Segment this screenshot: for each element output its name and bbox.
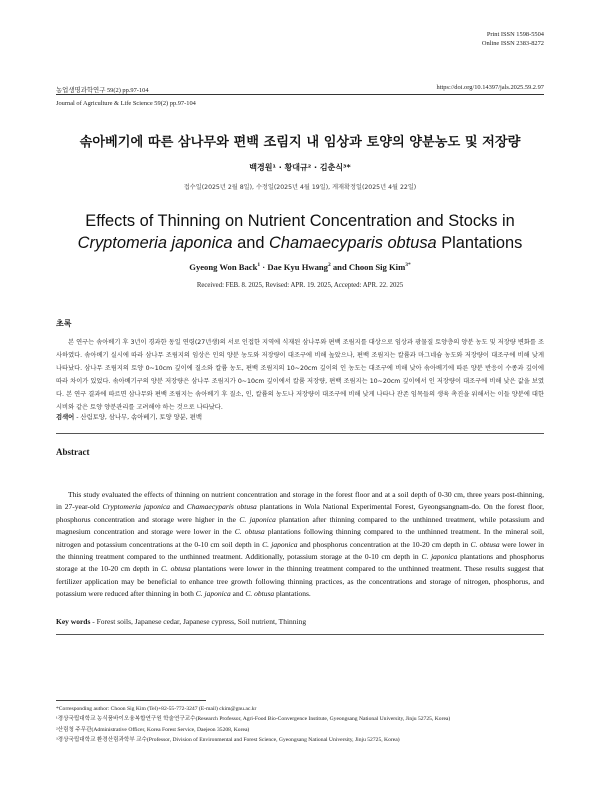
title-english xyxy=(40,210,560,254)
authors-korean: 백경원¹ · 황대규² · 김춘식³* xyxy=(249,163,351,172)
abstract-en-text: plantations and phosphorus storage at the 10-20 cm depth in xyxy=(56,552,545,574)
abstract-end-divider xyxy=(56,634,544,635)
abstract-en-text: This study evaluated the effects of thinning on nutrient concentration and storage in the forest floor and at a soil depth of 0-30 cm, three years post-thinning, in 27-year-old xyxy=(56,490,544,512)
author-3-affil: 3* xyxy=(405,262,411,269)
footnotes xyxy=(56,704,546,745)
author-sep-1: · xyxy=(260,262,268,272)
keywords-en-list: - Forest soils, Japanese cedar, Japanese cypress, Soil nutrient, Thinning xyxy=(90,617,307,626)
footnote-divider xyxy=(56,700,206,701)
journal-name-en: Journal of Agriculture & Life Science 59(2) pp.97-104 xyxy=(56,100,196,107)
keywords-english xyxy=(56,617,306,626)
author-1-affil: 1 xyxy=(257,262,261,269)
species-name: C. obtusa xyxy=(245,589,275,599)
affiliation-3: ³경상국립대학교 환경산림과학부 교수(Professor, Division of Environmental and Forest Science, Gyeongsang National University, Jinju 52725, Korea) xyxy=(56,736,400,743)
affiliation-1: ¹경상국립대학교 농식품바이오융복합연구원 학술연구교수(Research Professor, Agri-Food Bio-Convergence Institute, Gyeongsang National University, Jinju 52725, Korea) xyxy=(56,716,451,723)
title-en-tail: Plantations xyxy=(436,234,523,252)
dates-english: Received: FEB. 8. 2025, Revised: APR. 19. 2025, Accepted: APR. 22. 2025 xyxy=(196,282,404,289)
title-en-species1: Cryptomeria japonica xyxy=(77,234,233,252)
abstract-korean: 본 연구는 솎아베기 후 3년이 경과한 동일 연령(27년생)의 서로 인접한 지역에 식재된 삼나무와 편백 조림지를 대상으로 임상과 광물질 토양층의 양분 농도 및 저장량 변화를 조사하였다. 솎아베기 실시에 따라 삼나무 조림지의 임상은 인의 양분 농도와 저장량이 대조구에 비해 높았으나, 편백 조림지는 칼륨과 마그네슘 농도와 저장량이 대조구에 비해 낮게 나타났다. 삼나무 조림지의 토양 0~10cm 깊이에 질소와 칼륨 농도, 편백 조림지의 10~20cm 깊이의 인 농도는 대조구에 비해 낮아 솎아베기에 따른 양분 반응이 수종과 깊이에 따라 차이가 있었다. 솎아베기구의 양분 저장량은 삼나무 조림지가 0~10cm 깊이에서 칼륨 저장량, 편백 조림지는 10~20cm 깊이에서 인 저장량이 대조구에 비해 낮은 값을 보였다. 본 연구 결과에 따르면 삼나무와 편백 조림지는 솎아베기 후 질소, 인, 칼륨의 농도나 저장량이 대조구에 비해 낮게 나타나 잔존 임목들의 생육 촉진을 위해서는 이들 양분에 대한 시비와 같은 토양 양분관리를 고려해야 하는 것으로 나타났다. xyxy=(56,339,544,412)
online-issn: Online ISSN 2383-8272 xyxy=(481,40,544,47)
keywords-en-label: Key words xyxy=(56,617,91,626)
species-name: C. obtusa xyxy=(160,564,191,574)
abstract-ko-heading: 초록 xyxy=(56,319,72,328)
abstract-en-text: plantations following thinning compared to the unthinned treatment. In the mineral soil, nitrogen and potassium concentrations at the 0-10 cm soil depth in xyxy=(56,527,544,549)
author-sep-2: and xyxy=(330,262,349,272)
author-2: Dae Kyu Hwang xyxy=(267,262,328,272)
authors-english xyxy=(0,262,600,272)
section-divider xyxy=(56,433,544,434)
keywords-korean xyxy=(56,412,202,421)
species-name: Cryptomeria japonica xyxy=(102,502,171,512)
title-en-line1: Effects of Thinning on Nutrient Concentration and Stocks in xyxy=(85,212,515,230)
corresponding-author-note: *Corresponding author: Choon Sig Kim (Tel)+82-55-772-3247 (E-mail) ckim@gnu.ac.kr xyxy=(56,706,257,712)
title-korean: 솎아베기에 따른 삼나무와 편백 조림지 내 임상과 토양의 양분농도 및 저장량 xyxy=(79,135,521,150)
journal-name-ko: 농업생명과학연구 59(2) pp.97-104 xyxy=(56,87,149,94)
header-divider xyxy=(56,94,544,95)
abstract-en-text: and xyxy=(170,502,187,512)
title-en-species2: Chamaecyparis obtusa xyxy=(269,234,437,252)
abstract-en-text: and xyxy=(230,589,246,599)
abstract-en-text: plantations in Wola National Experimental Forest, Gyeongsangnam-do. On the forest floor, phosphorus concentration and storage were higher in the xyxy=(56,502,544,524)
abstract-en-heading: Abstract xyxy=(56,447,90,457)
keywords-ko-list: - 산림토양, 삼나무, 솎아베기, 토양 양분, 편백 xyxy=(74,414,202,421)
species-name: C. japonica xyxy=(421,552,458,562)
author-3: Choon Sig Kim xyxy=(348,262,406,272)
abstract-en-text: plantations. xyxy=(274,589,311,599)
species-name: C. obtusa xyxy=(470,539,500,549)
author-1: Gyeong Won Back xyxy=(189,262,258,272)
dates-korean: 접수일(2025년 2월 8일), 수정일(2025년 4월 19일), 게재확정일(2025년 4월 22일) xyxy=(183,184,417,191)
species-name: C. obtusa xyxy=(234,527,265,537)
doi-link[interactable]: https://doi.org/10.14397/jals.2025.59.2.97 xyxy=(436,84,544,91)
species-name: C. japonica xyxy=(239,514,276,524)
print-issn: Print ISSN 1598-5504 xyxy=(486,31,544,38)
abstract-en-text: plantations were lower in the thinning treatment compared to the unthinned treatment. These results suggest that fertilizer application may be beneficial to enhance tree growth following thinning practices, as the concentrations and storage of nitrogen, phosphorus, and potassium were reduced after thinning in both xyxy=(56,564,544,599)
species-name: C. japonica xyxy=(262,539,298,549)
title-en-and: and xyxy=(232,234,270,252)
affiliation-2: ²산림청 주무관(Administrative Officer, Korea Forest Service, Daejeon 35208, Korea) xyxy=(56,726,250,733)
species-name: Chamaecyparis obtusa xyxy=(186,502,257,512)
abstract-en-text: plantation after thinning compared to the unthinned treatment, while potassium and magnesium concentration and storage were lower in the xyxy=(56,514,544,537)
species-name: C. japonica xyxy=(195,589,231,599)
abstract-english xyxy=(56,489,544,601)
abstract-en-text: were lower in the thinning treatment compared to the unthinned treatment. Additionally, potassium storage at the 0-10 cm depth in xyxy=(56,539,544,562)
issn-block xyxy=(482,30,544,48)
abstract-en-text: and phosphorus concentration at the 10-20 cm depth in xyxy=(297,539,471,549)
author-2-affil: 2 xyxy=(327,262,331,269)
journal-header xyxy=(56,84,149,97)
keywords-ko-label: 검색어 xyxy=(56,414,75,421)
